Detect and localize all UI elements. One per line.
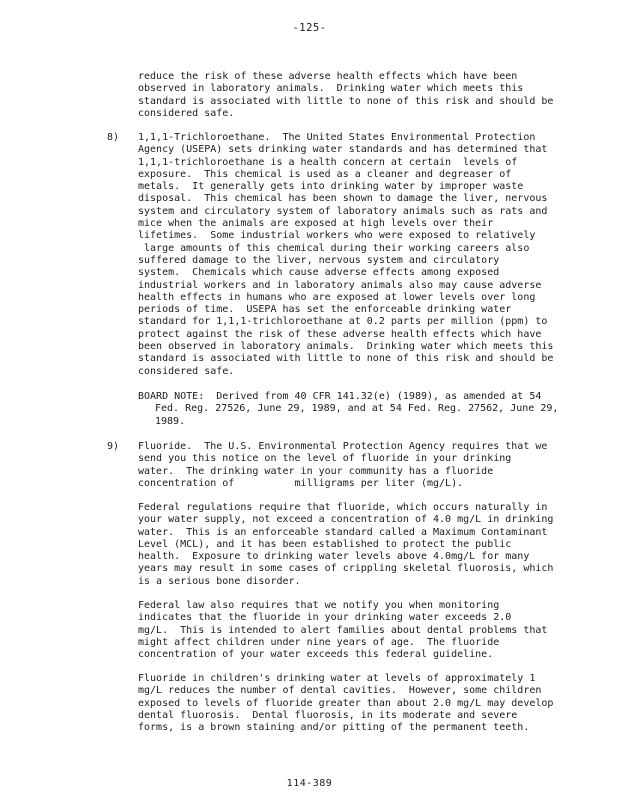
federal-law-paragraph [138, 600, 547, 661]
text-line: suffered damage to the liver, nervous system and circulatory [138, 254, 500, 266]
item-8-paragraph [138, 132, 553, 378]
text-line: is a serious bone disorder. [138, 575, 301, 587]
text-line: dental fluorosis. Dental fluorosis, in its moderate and severe [138, 709, 518, 721]
text-line: send you this notice on the level of fluoride in your drinking [138, 453, 512, 465]
page-footer-code: 114-389 [286, 778, 333, 789]
text-line: Fluoride in children's drinking water at levels of approximately 1 [138, 673, 536, 684]
text-line: your water supply, not exceed a concentration of 4.0 mg/L in drinking [138, 514, 554, 526]
text-line: 1,1,1-Trichloroethane. The United States Environmental Protection [138, 132, 536, 143]
text-line: considered safe. [138, 365, 235, 377]
text-line: water. This is an enforceable standard called a Maximum Contaminant [138, 526, 548, 538]
text-line: Level (MCL), and it has been established to protect the public [138, 538, 512, 550]
continuation-paragraph [138, 71, 553, 120]
text-line: industrial workers and in laboratory animals also may cause adverse [138, 279, 542, 291]
text-line: system. Chemicals which cause adverse effects among exposed [138, 267, 500, 279]
text-line: metals. It generally gets into drinking water by improper waste [138, 181, 524, 193]
text-line: large amounts of this chemical during their working careers also [138, 242, 530, 254]
text-line: health effects in humans who are exposed at lower levels over long [138, 291, 536, 303]
text-line: years may result in some cases of crippling skeletal fluorosis, which [138, 563, 554, 575]
text-line: mg/L. This is intended to alert families about dental problems that [138, 624, 548, 636]
text-line: BOARD NOTE: Derived from 40 CFR 141.32(e) (1989), as amended at 54 [138, 391, 542, 402]
text-line: water. The drinking water in your community has a fluoride [138, 465, 494, 477]
text-line: forms, is a brown staining and/or pitting of the permanent teeth. [138, 722, 530, 734]
text-line: system and circulatory system of laboratory animals such as rats and [138, 205, 548, 217]
text-line: lifetimes. Some industrial workers who were exposed to relatively [138, 230, 536, 242]
text-line: Fed. Reg. 27526, June 29, 1989, and at 54 Fed. Reg. 27562, June 29, [155, 403, 559, 415]
board-note [138, 391, 558, 428]
text-line: standard is associated with little to none of this risk and should be [138, 353, 554, 365]
text-line: exposed to levels of fluoride greater than about 2.0 mg/L may develop [138, 697, 554, 709]
item-9-number: 9) [107, 441, 120, 452]
text-line: disposal. This chemical has been shown to damage the liver, nervous [138, 193, 548, 205]
text-line: 1,1,1-trichloroethane is a health concern at certain levels of [138, 156, 518, 168]
text-line: mice when the animals are exposed at high levels over their [138, 218, 494, 230]
text-line: been observed in laboratory animals. Drinking water which meets this [138, 341, 554, 353]
text-line: mg/L reduces the number of dental cavities. However, some children [138, 685, 542, 697]
text-line: periods of time. USEPA has set the enforceable drinking water [138, 304, 512, 316]
federal-regulations-paragraph [138, 502, 553, 588]
text-line: Fluoride. The U.S. Environmental Protection Agency requires that we [138, 441, 548, 452]
text-line: concentration of your water exceeds this federal guideline. [138, 649, 494, 661]
text-line: considered safe. [138, 107, 235, 119]
text-line: health. Exposure to drinking water levels above 4.0mg/L for many [138, 551, 530, 563]
text-line: observed in laboratory animals. Drinking water which meets this [138, 83, 524, 95]
item-8-number: 8) [107, 132, 120, 143]
text-line: protect against the risk of these adverse health effects which have [138, 328, 542, 340]
text-line: 1989. [155, 415, 186, 427]
item-9-intro-paragraph [138, 441, 547, 490]
page-number-header: -125- [292, 22, 327, 34]
text-line: Federal regulations require that fluoride, which occurs naturally in [138, 502, 548, 513]
text-line: might affect children under nine years of age. The fluoride [138, 636, 500, 648]
text-line: reduce the risk of these adverse health effects which have been [138, 71, 518, 82]
text-line: standard for 1,1,1-trichloroethane at 0.2 parts per million (ppm) to [138, 316, 548, 328]
text-line: standard is associated with little to none of this risk and should be [138, 95, 554, 107]
text-line: Federal law also requires that we notify you when monitoring [138, 600, 500, 611]
children-fluoride-paragraph [138, 673, 553, 734]
text-line: exposure. This chemical is used as a cleaner and degreaser of [138, 168, 512, 180]
text-line: Agency (USEPA) sets drinking water standards and has determined that [138, 144, 548, 156]
text-line: indicates that the fluoride in your drinking water exceeds 2.0 [138, 612, 512, 624]
text-line: concentration of milligrams per liter (mg/L). [138, 477, 464, 489]
